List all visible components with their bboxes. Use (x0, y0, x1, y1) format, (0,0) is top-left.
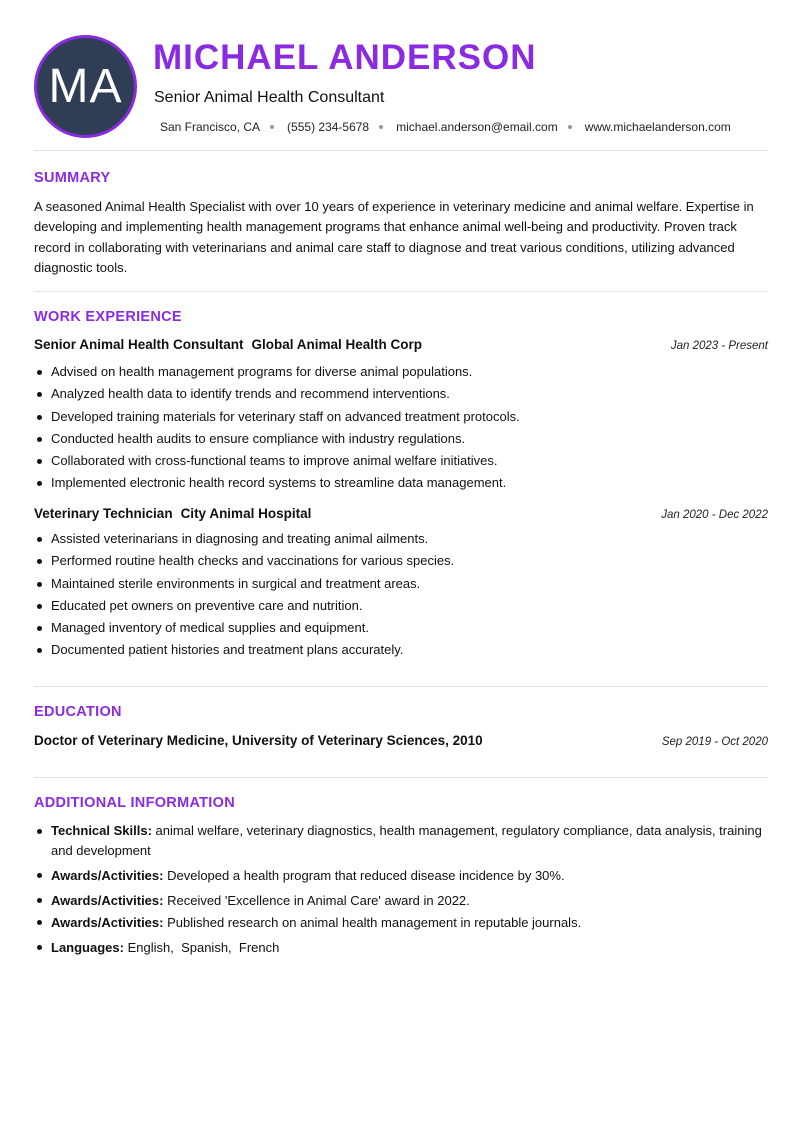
job-header (34, 506, 768, 521)
avatar (34, 35, 137, 138)
list-item: Performed routine health checks and vaccinations for various species. (34, 550, 768, 572)
list-item: Assisted veterinarians in diagnosing and treating animal ailments. (34, 528, 768, 550)
list-item: Advised on health management programs for diverse animal populations. (34, 361, 768, 383)
item-text: Received 'Excellence in Animal Care' award in 2022. (167, 892, 470, 908)
separator-dot (379, 125, 383, 129)
item-text: English, Spanish, French (127, 939, 280, 955)
separator-dot (568, 125, 572, 129)
separator-dot (270, 125, 274, 129)
divider (34, 291, 768, 292)
item-label: Awards/Activities: (51, 892, 164, 908)
contact-email[interactable]: michael.anderson@email.com (396, 120, 558, 134)
education-degree: Doctor of Veterinary Medicine, University of Veterinary Sciences, 2010 (34, 733, 483, 748)
job-header (34, 337, 768, 352)
contact-phone: (555) 234-5678 (287, 120, 370, 134)
job-bullets (34, 528, 768, 662)
job-company: City Animal Hospital (180, 506, 312, 521)
list-item (34, 938, 768, 958)
divider (34, 777, 768, 778)
job-bullets (34, 361, 768, 495)
contact-website[interactable]: www.michaelanderson.com (584, 120, 731, 134)
job-role: Veterinary Technician (34, 506, 173, 521)
contact-location: San Francisco, CA (160, 120, 261, 134)
item-text: Developed a health program that reduced disease incidence by 30%. (167, 867, 565, 883)
item-text: Published research on animal health management in reputable journals. (167, 914, 582, 930)
contact-line (160, 120, 731, 134)
job-dates: Jan 2023 - Present (670, 340, 768, 352)
divider (34, 150, 768, 151)
list-item: Collaborated with cross-functional teams to improve animal welfare initiatives. (34, 450, 768, 472)
education-entry (34, 733, 768, 748)
list-item: Managed inventory of medical supplies and equipment. (34, 617, 768, 639)
list-item: Educated pet owners on preventive care and nutrition. (34, 595, 768, 617)
experience-heading: WORK EXPERIENCE (34, 309, 182, 325)
list-item: Implemented electronic health record systems to streamline data management. (34, 472, 768, 494)
list-item (34, 821, 768, 860)
job-company: Global Animal Health Corp (251, 337, 423, 352)
list-item (34, 891, 768, 911)
additional-heading: ADDITIONAL INFORMATION (34, 795, 235, 811)
item-label: Languages: (51, 939, 124, 955)
item-label: Awards/Activities: (51, 867, 164, 883)
job-role: Senior Animal Health Consultant (34, 337, 244, 352)
list-item: Conducted health audits to ensure compliance with industry regulations. (34, 428, 768, 450)
item-label: Technical Skills: (51, 823, 152, 838)
avatar-initials: MA (48, 60, 123, 113)
item-text: animal welfare, veterinary diagnostics, health management, regulatory compliance, data analysis, training and development (51, 823, 762, 858)
list-item (34, 866, 768, 886)
candidate-name: MICHAEL ANDERSON (153, 38, 537, 77)
divider (34, 686, 768, 687)
job-dates: Jan 2020 - Dec 2022 (661, 509, 768, 521)
list-item: Documented patient histories and treatment plans accurately. (34, 639, 768, 661)
education-dates: Sep 2019 - Oct 2020 (661, 736, 768, 748)
list-item (34, 913, 768, 933)
job-title-line (34, 337, 422, 352)
candidate-title: Senior Animal Health Consultant (154, 89, 385, 106)
summary-heading: SUMMARY (34, 170, 111, 186)
additional-list (34, 821, 768, 963)
summary-text: A seasoned Animal Health Specialist with over 10 years of experience in veterinary medicine and animal welfare. Expertise in developing and implementing health management programs that enhance animal well-being and productivity. Proven track record in collaborating with veterinarians and animal care staff to diagnose and treat various conditions, utilizing advanced diagnostic tools. (34, 199, 754, 275)
education-heading: EDUCATION (34, 704, 122, 720)
list-item: Maintained sterile environments in surgical and treatment areas. (34, 573, 768, 595)
job-title-line (34, 506, 311, 521)
item-label: Awards/Activities: (51, 914, 164, 930)
list-item: Developed training materials for veterinary staff on advanced treatment protocols. (34, 406, 768, 428)
list-item: Analyzed health data to identify trends and recommend interventions. (34, 383, 768, 405)
